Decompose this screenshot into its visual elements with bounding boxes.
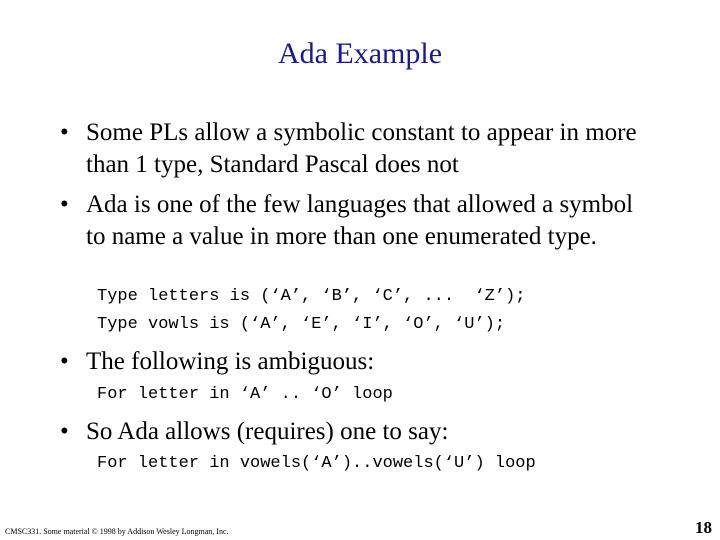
bullet-item (60, 416, 646, 448)
footer-copyright: CMSC331. Some material © 1998 by Addison Wesley Longman, Inc. (5, 527, 229, 536)
bullet-marker: • (60, 348, 69, 375)
bullet-text: Ada is one of the few languages that allowed a symbol to name a value in more than one enumerated type. (86, 191, 634, 250)
bullet-marker: • (60, 191, 69, 218)
code-line: Type letters is (‘A’, ‘B’, ‘C’, ... ‘Z’); (97, 287, 526, 306)
bullet-text: So Ada allows (requires) one to say: (86, 418, 449, 445)
bullet-item (60, 117, 646, 181)
code-line: For letter in vowels(‘A’)..vowels(‘U’) loop (97, 454, 536, 473)
bullet-text: Some PLs allow a symbolic constant to appear in more than 1 type, Standard Pascal does not (86, 119, 637, 178)
bullet-marker: • (60, 418, 69, 445)
bullet-item (60, 189, 646, 253)
bullet-text: The following is ambiguous: (86, 348, 375, 375)
page-number: 18 (695, 518, 712, 537)
bullet-item (60, 346, 646, 378)
code-line: For letter in ‘A’ .. ‘O’ loop (97, 385, 393, 404)
slide-title: Ada Example (277, 37, 443, 70)
code-line: Type vowls is (‘A’, ‘E’, ‘I’, ‘O’, ‘U’); (97, 315, 506, 334)
bullet-marker: • (60, 119, 69, 146)
